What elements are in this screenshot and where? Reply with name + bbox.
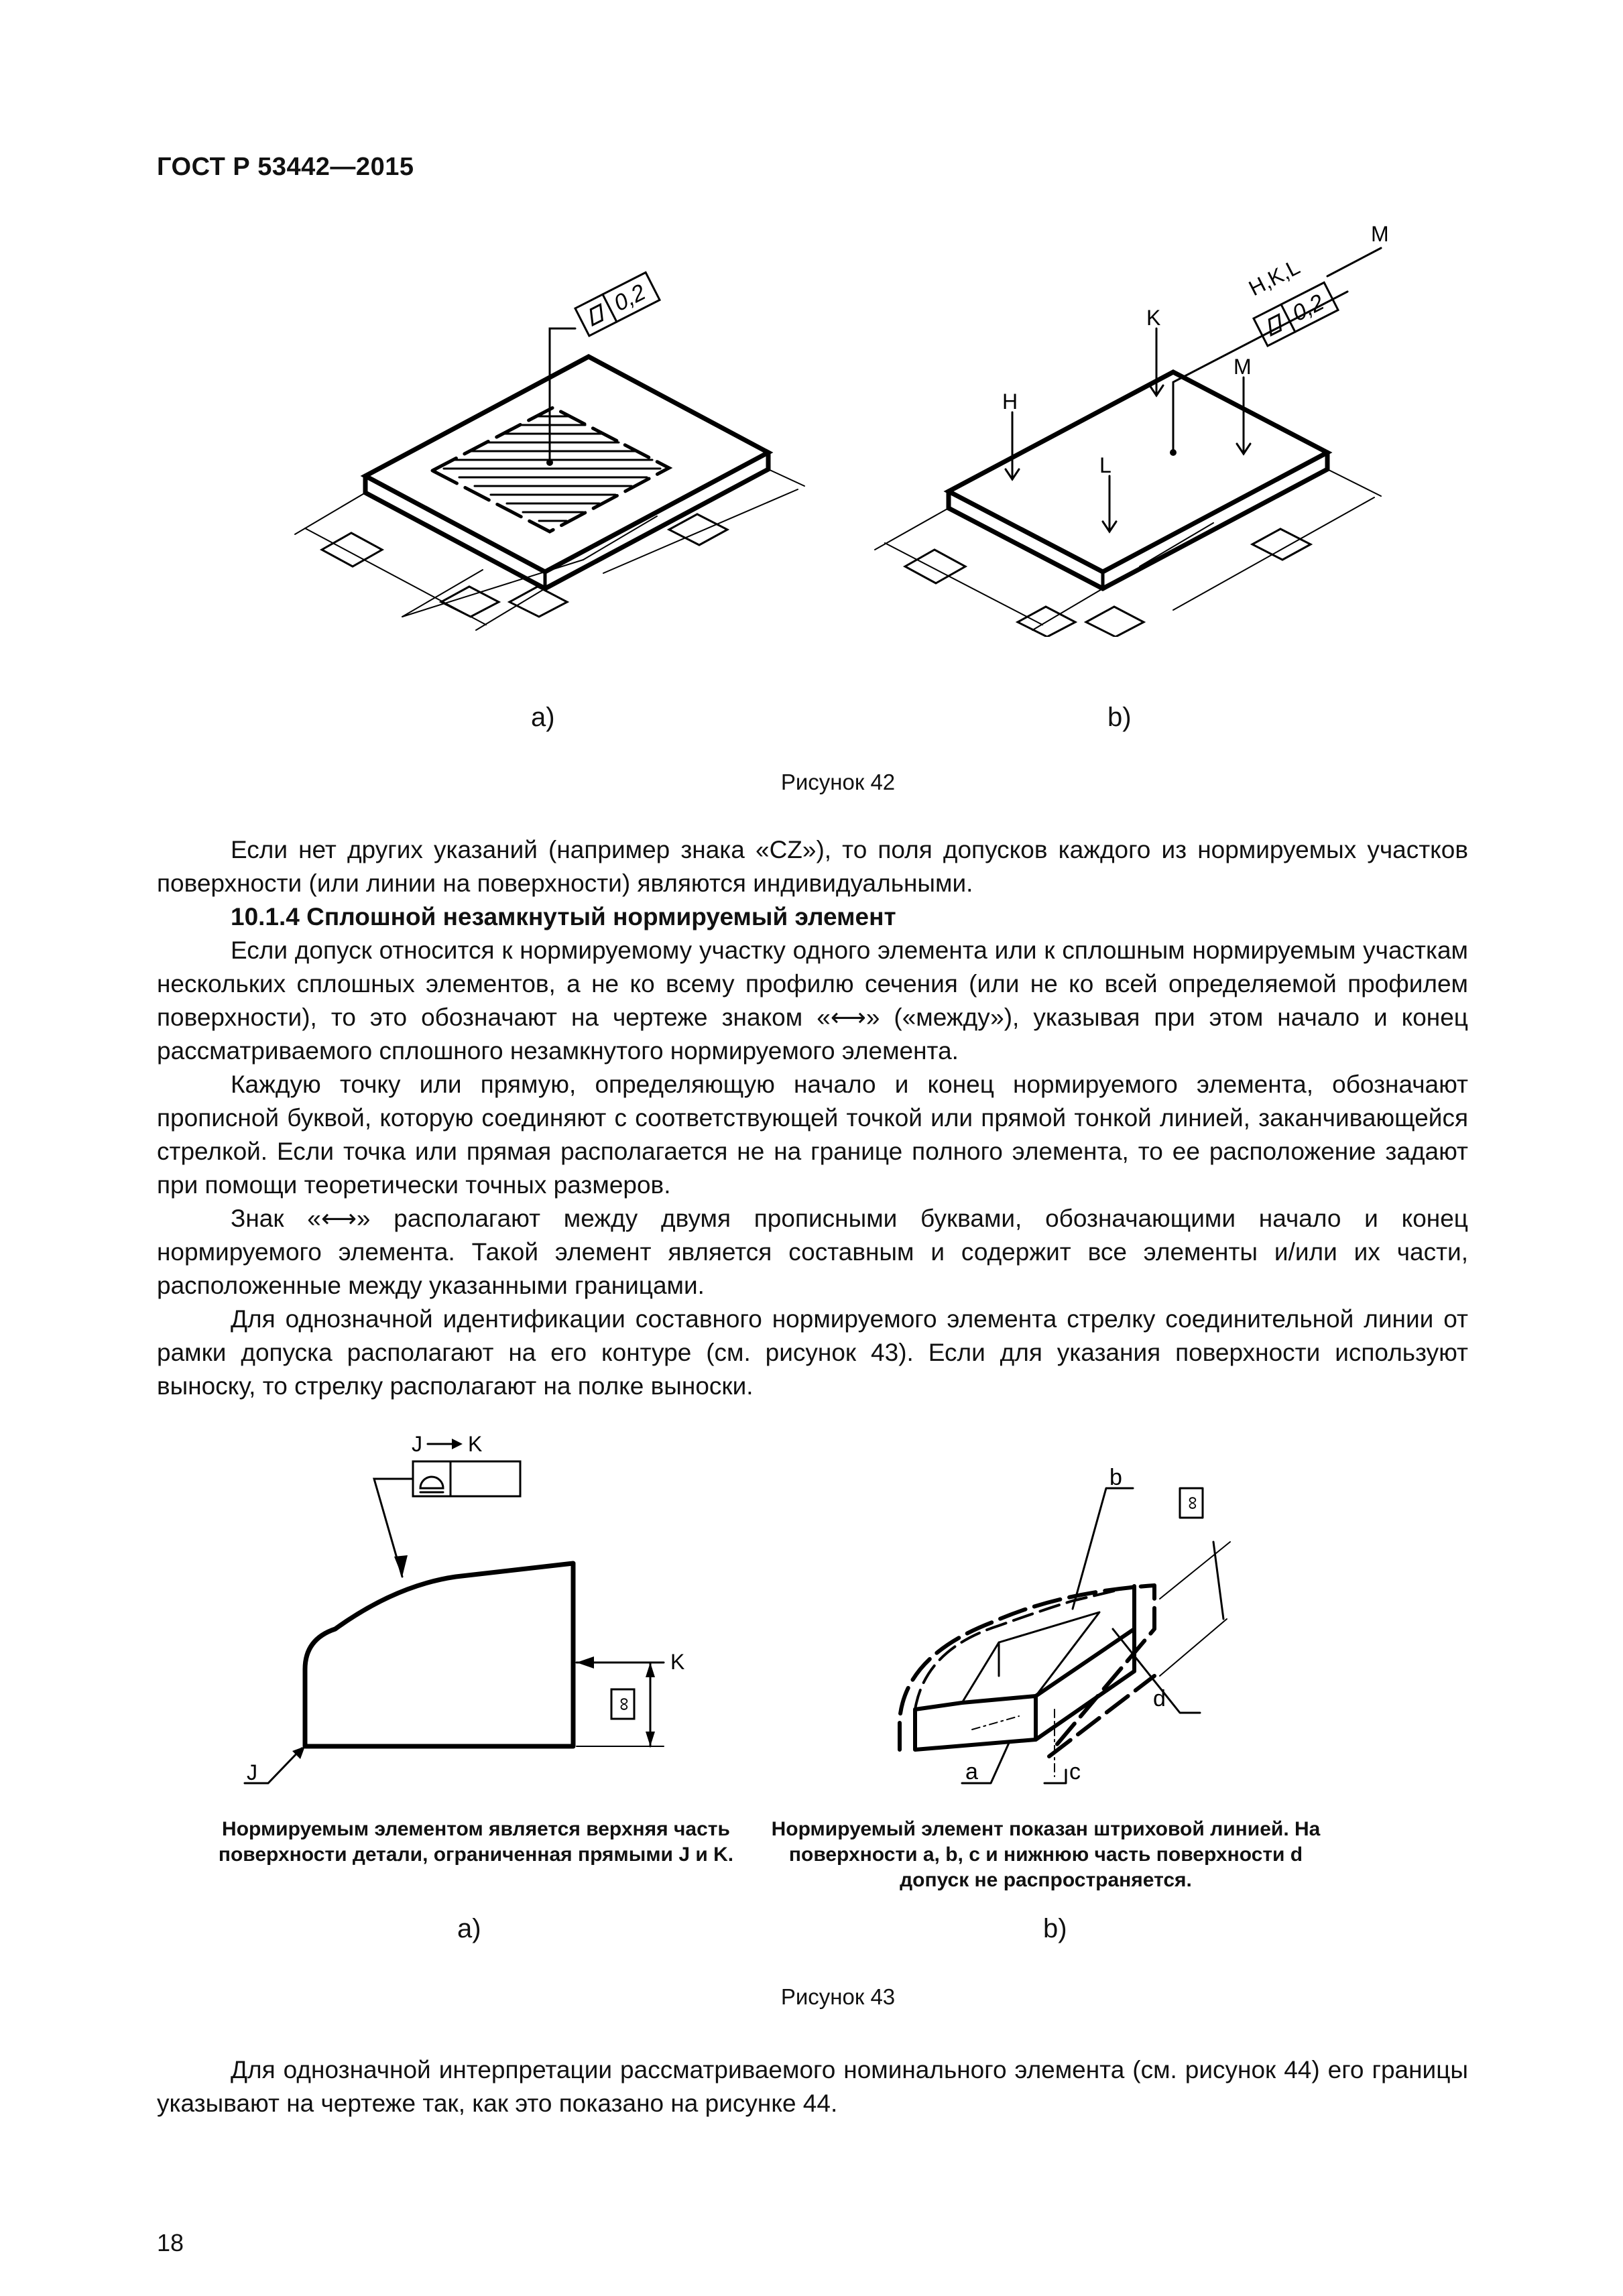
paragraph-5: Для однозначной идентификации составного нормируемого элемента стрелку соединительной линии от рамки допуска располагают на его контуре (см. рисунок 43). Если для указания поверхности используют выноску, то стрелку располагают на полке выноски. — [157, 1305, 1468, 1400]
page-number: 18 — [157, 2229, 184, 2256]
label-hkl: H,K,L — [1244, 254, 1304, 301]
label-d: d — [1153, 1686, 1166, 1711]
label-jk-k: K — [468, 1435, 483, 1456]
label-a: a — [965, 1759, 978, 1785]
figure-42b-drawing — [851, 221, 1455, 637]
svg-text:∞: ∞ — [613, 1697, 634, 1711]
label-l: L — [1099, 453, 1111, 477]
document-header: ГОСТ Р 53442—2015 — [157, 153, 414, 181]
svg-text:∞: ∞ — [1181, 1496, 1202, 1510]
frame-42b-value: 0,2 — [1288, 289, 1329, 326]
label-k: K — [1146, 306, 1161, 330]
figure-42b-sublabel: b) — [1107, 703, 1132, 732]
figure-43-caption: Рисунок 43 — [780, 1984, 896, 2009]
figure-43a — [221, 1435, 744, 1810]
section-heading: 10.1.4 Сплошной незамкнутый нормируемый элемент — [231, 903, 896, 930]
paragraph-2: Если допуск относится к нормируемому участку одного элемента или к сплошным нормируемым участкам нескольких сплошных элементов, а не ко всему профилю сечения (или не ко всей определяемой профилем поверхности), то это обозначают на чертеже знаком «⟷» («между»), указывая при этом начало и конец рассматриваемого сплошного незамкнутого нормируемого элемента. — [157, 936, 1468, 1065]
label-j-43a: J — [247, 1760, 257, 1785]
label-m: M — [1234, 355, 1252, 379]
figure-42-caption: Рисунок 42 — [780, 770, 896, 794]
label-c: c — [1069, 1759, 1081, 1785]
label-h: H — [1002, 389, 1018, 414]
label-b: b — [1109, 1465, 1122, 1490]
paragraph-3: Каждую точку или прямую, определяющую начало и конец нормируемого элемента, обозначают прописной буквой, которую соединяют с соответствующей точкой или прямой тонкой линией, заканчивающейся стрелкой. Если точка или прямая располагается не на границе полного элемента, то ее расположение задают при помощи теоретически точных размеров. — [157, 1071, 1468, 1199]
figure-43b-note: Нормируемый элемент показан штриховой линией. На поверхности a, b, c и нижнюю часть поверхности d допуск не распространяется. — [771, 1818, 1321, 1891]
figure-42b — [851, 221, 1455, 637]
figure-42a-drawing — [268, 221, 871, 637]
figure-42a — [268, 221, 871, 637]
frame-42a-value: 0,2 — [609, 279, 650, 316]
figure-43a-sublabel: а) — [457, 1914, 481, 1943]
label-k-43a: K — [670, 1650, 685, 1674]
figure-43a-note: Нормируемым элементом является верхняя часть поверхности детали, ограниченная прямыми J и K. — [218, 1818, 734, 1866]
paragraph-4: Знак «⟷» располагают между двумя прописными буквами, обозначающими начало и конец нормируемого элемента. Такой элемент является составным и содержит все элементы и/или их части, расположенные между указанными границами. — [157, 1205, 1468, 1299]
label-jk-j: J — [412, 1435, 422, 1456]
figure-43a-drawing — [221, 1435, 744, 1810]
figure-42a-sublabel: а) — [531, 703, 555, 732]
label-m-top: M — [1371, 222, 1389, 246]
paragraph-6: Для однозначной интерпретации рассматриваемого номинального элемента (см. рисунок 44) его границы указывают на чертеже так, как это показано на рисунке 44. — [157, 2056, 1468, 2117]
figure-43b — [865, 1455, 1260, 1803]
figure-43b-drawing — [865, 1455, 1260, 1803]
paragraph-1: Если нет других указаний (например знака «CZ»), то поля допусков каждого из нормируемых участков поверхности (или линии на поверхности) являются индивидуальными. — [157, 836, 1468, 897]
figure-43b-sublabel: b) — [1043, 1914, 1067, 1943]
